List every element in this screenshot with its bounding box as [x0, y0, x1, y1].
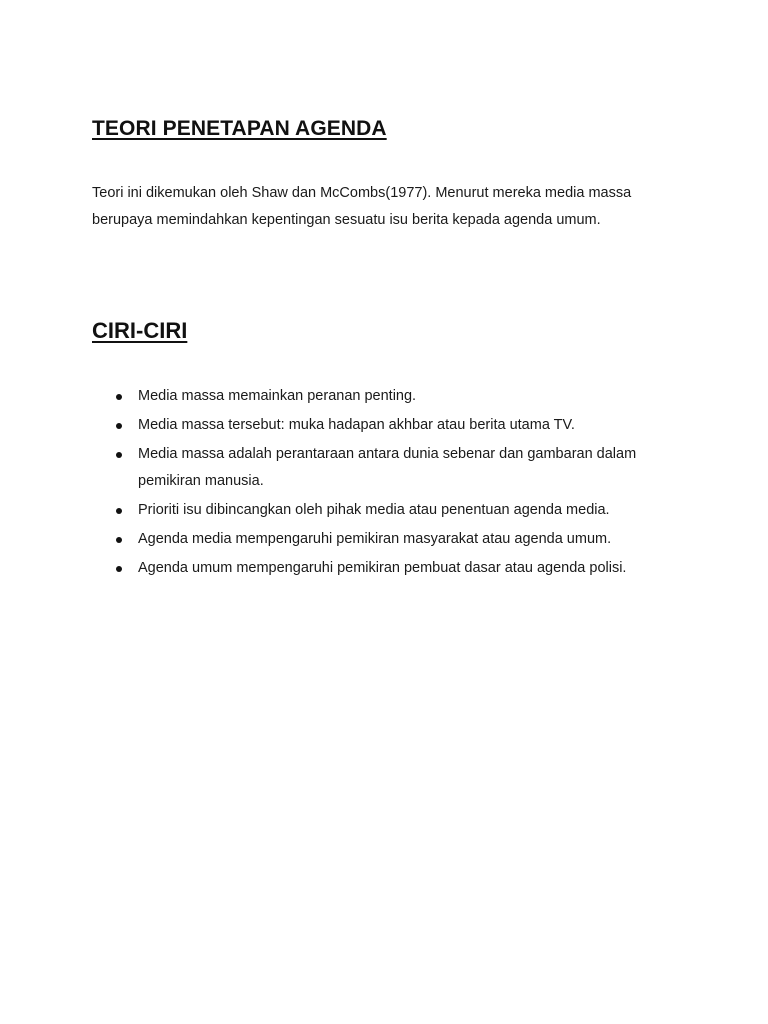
- list-item-text-continued: pemikiran manusia.: [138, 473, 264, 489]
- list-item: [0, 441, 768, 495]
- bullet-icon: [116, 394, 122, 400]
- list-item-text: Media massa tersebut: muka hadapan akhbar atau berita utama TV.: [138, 417, 575, 433]
- list-item-text: Agenda media mempengaruhi pemikiran masyarakat atau agenda umum.: [138, 531, 612, 547]
- list-item: [0, 526, 768, 553]
- paragraph-line: Teori ini dikemukan oleh Shaw dan McCombs(1977). Menurut mereka media massa: [92, 185, 632, 201]
- list-item-text: Media massa memainkan peranan penting.: [138, 388, 417, 404]
- list-item: [0, 555, 768, 582]
- section-title-teori: TEORI PENETAPAN AGENDA: [92, 117, 387, 140]
- bullet-icon: [116, 566, 122, 572]
- section-title-ciri: CIRI-CIRI: [92, 318, 188, 343]
- list-item: [0, 497, 768, 524]
- bullet-icon: [116, 423, 122, 429]
- bullet-icon: [116, 452, 122, 458]
- intro-paragraph: [92, 180, 712, 234]
- list-item-text: Prioriti isu dibincangkan oleh pihak media atau penentuan agenda media.: [138, 502, 610, 518]
- list-item: [0, 412, 768, 439]
- bullet-icon: [116, 537, 122, 543]
- list-item-text: Media massa adalah perantaraan antara dunia sebenar dan gambaran dalam: [138, 446, 637, 462]
- characteristics-list: [0, 383, 768, 584]
- list-item-text: Agenda umum mempengaruhi pemikiran pembuat dasar atau agenda polisi.: [138, 560, 627, 576]
- bullet-icon: [116, 508, 122, 514]
- list-item: [0, 383, 768, 410]
- paragraph-line: berupaya memindahkan kepentingan sesuatu isu berita kepada agenda umum.: [92, 212, 601, 228]
